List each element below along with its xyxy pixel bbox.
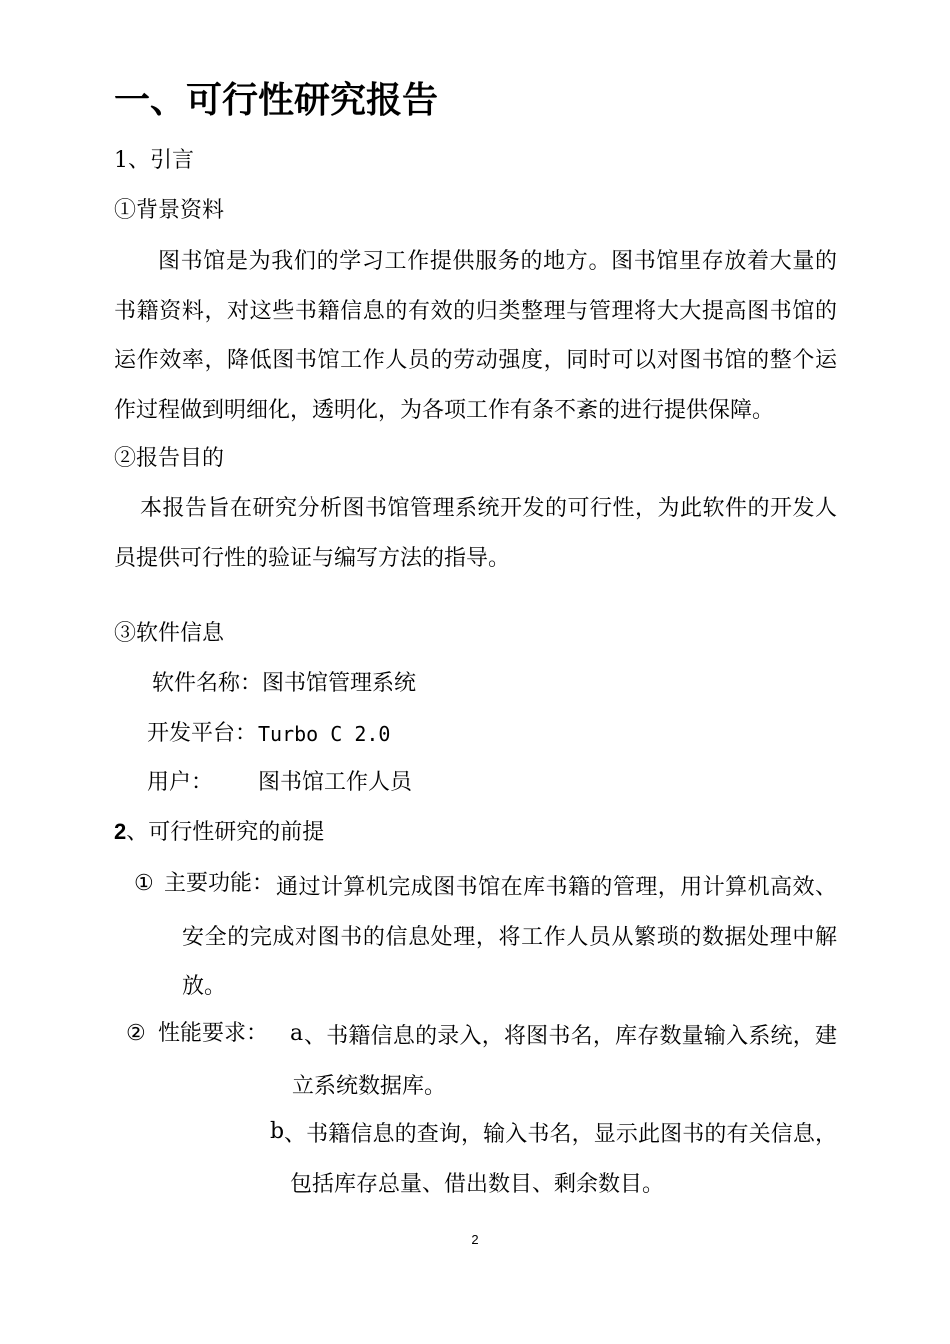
- section-1-heading: 1、引言: [114, 148, 194, 173]
- background-heading: ①背景资料: [114, 198, 225, 223]
- function-marker: ①: [134, 871, 154, 896]
- platform-label: 开发平台：: [147, 721, 258, 746]
- section-2-heading: [114, 817, 324, 848]
- software-info-heading: ③软件信息: [114, 621, 225, 646]
- background-paragraph: 图书馆是为我们的学习工作提供服务的地方。图书馆里存放着大量的书籍资料，对这些书籍信息的有效的归类整理与管理将大大提高图书馆的运作效率，降低图书馆工作人员的劳动强度，同时可以对图书馆的整个运作过程做到明细化，透明化，为各项工作有条不紊的进行提供保障。: [114, 249, 837, 423]
- purpose-paragraph: 本报告旨在研究分析图书馆管理系统开发的可行性，为此软件的开发人员提供可行性的验证与编写方法的指导。: [114, 496, 837, 571]
- performance-b-item: 、书籍信息的查询，输入书名，显示此图书的有关信息，包括库存总量、借出数目、剩余数目。: [284, 1122, 837, 1197]
- section-2-title: 、可行性研究的前提: [126, 820, 325, 845]
- section-2-number: 2: [114, 819, 127, 844]
- function-paragraph: 通过计算机完成图书馆在库书籍的管理，用计算机高效、安全的完成对图书的信息处理，将工作人员从繁琐的数据处理中解放。: [182, 875, 837, 999]
- software-name-value: 图书馆管理系统: [262, 671, 417, 696]
- performance-b-marker: b: [270, 1119, 285, 1144]
- user-label: 用户：: [147, 770, 214, 795]
- function-label: 主要功能：: [164, 871, 275, 896]
- performance-label: 性能要求：: [158, 1021, 269, 1046]
- software-name-label: 软件名称：: [152, 671, 263, 696]
- platform-value: Turbo C 2.0: [258, 722, 391, 746]
- page-title: 一、可行性研究报告: [114, 80, 439, 121]
- performance-a-item: 、书籍信息的录入，将图书名，库存数量输入系统，建立系统数据库。: [292, 1024, 837, 1099]
- page-number: 2: [471, 1232, 479, 1247]
- user-value: 图书馆工作人员: [258, 770, 413, 795]
- purpose-heading: ②报告目的: [114, 446, 225, 471]
- performance-a-marker: a: [290, 1021, 304, 1046]
- performance-marker: ②: [126, 1021, 146, 1046]
